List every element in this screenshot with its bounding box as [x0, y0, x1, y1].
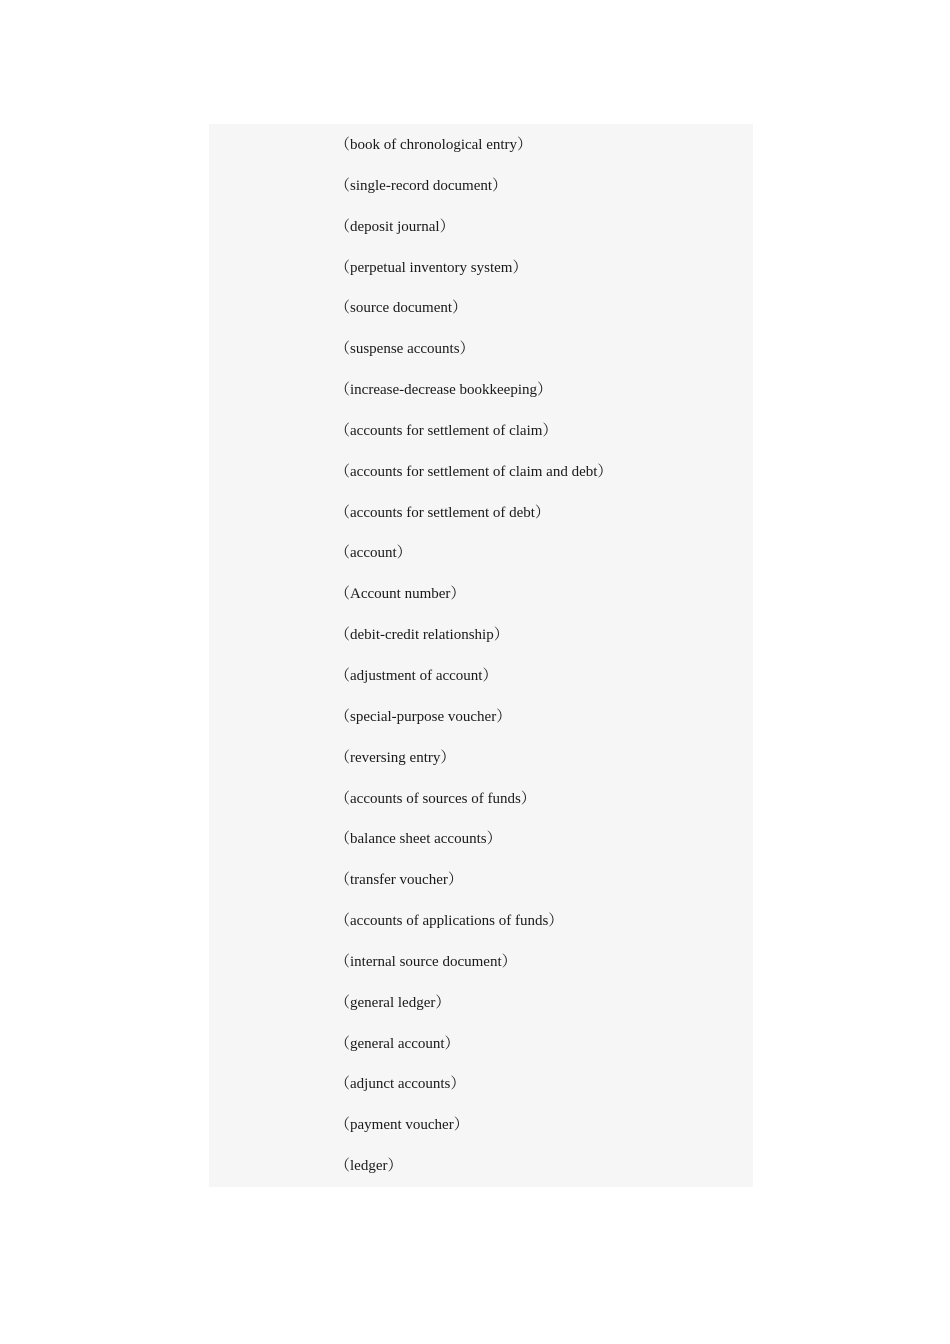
term-text: （balance sheet accounts） [335, 831, 502, 848]
term-text: （adjustment of account） [335, 667, 498, 684]
list-item [335, 328, 745, 369]
term-text: （increase-decrease bookkeeping） [335, 382, 552, 399]
term-text: （deposit journal） [335, 218, 455, 235]
list-item [335, 614, 745, 655]
list-item [335, 532, 745, 573]
list-item [335, 655, 745, 696]
term-text: （Account number） [335, 586, 466, 603]
list-item [335, 165, 745, 206]
term-text: （accounts for settlement of claim） [335, 422, 558, 439]
list-item [335, 1145, 745, 1186]
list-item [335, 1023, 745, 1064]
term-text: （ledger） [335, 1158, 403, 1175]
list-item [335, 900, 745, 941]
list-item [335, 410, 745, 451]
term-text: （single-record document） [335, 177, 508, 194]
term-text: （perpetual inventory system） [335, 259, 528, 276]
term-text: （accounts for settlement of debt） [335, 504, 550, 521]
list-item [335, 1063, 745, 1104]
term-text: （source document） [335, 300, 468, 317]
term-text: （general ledger） [335, 994, 451, 1011]
term-text: （payment voucher） [335, 1117, 469, 1134]
term-text: （adjunct accounts） [335, 1076, 466, 1093]
list-item [335, 1104, 745, 1145]
term-text: （special-purpose voucher） [335, 708, 512, 725]
term-text: （suspense accounts） [335, 341, 475, 358]
term-text: （account） [335, 545, 412, 562]
term-text: （accounts for settlement of claim and debt） [335, 463, 613, 480]
list-item [335, 818, 745, 859]
list-item [335, 206, 745, 247]
term-list-block [209, 124, 753, 1187]
term-text: （accounts of applications of funds） [335, 913, 564, 930]
list-item [335, 696, 745, 737]
list-item [335, 287, 745, 328]
list-item [335, 124, 745, 165]
list-item [335, 859, 745, 900]
list-item [335, 492, 745, 533]
term-text: （accounts of sources of funds） [335, 790, 536, 807]
list-item [335, 778, 745, 819]
list-item [335, 737, 745, 778]
list-item [335, 369, 745, 410]
list-item [335, 573, 745, 614]
list-item [335, 941, 745, 982]
term-list [335, 124, 745, 1186]
term-text: （internal source document） [335, 953, 517, 970]
term-text: （reversing entry） [335, 749, 456, 766]
term-text: （book of chronological entry） [335, 137, 533, 153]
term-text: （debit-credit relationship） [335, 627, 509, 644]
term-text: （transfer voucher） [335, 872, 463, 889]
list-item [335, 982, 745, 1023]
list-item [335, 451, 745, 492]
list-item [335, 247, 745, 288]
term-text: （general account） [335, 1035, 460, 1052]
